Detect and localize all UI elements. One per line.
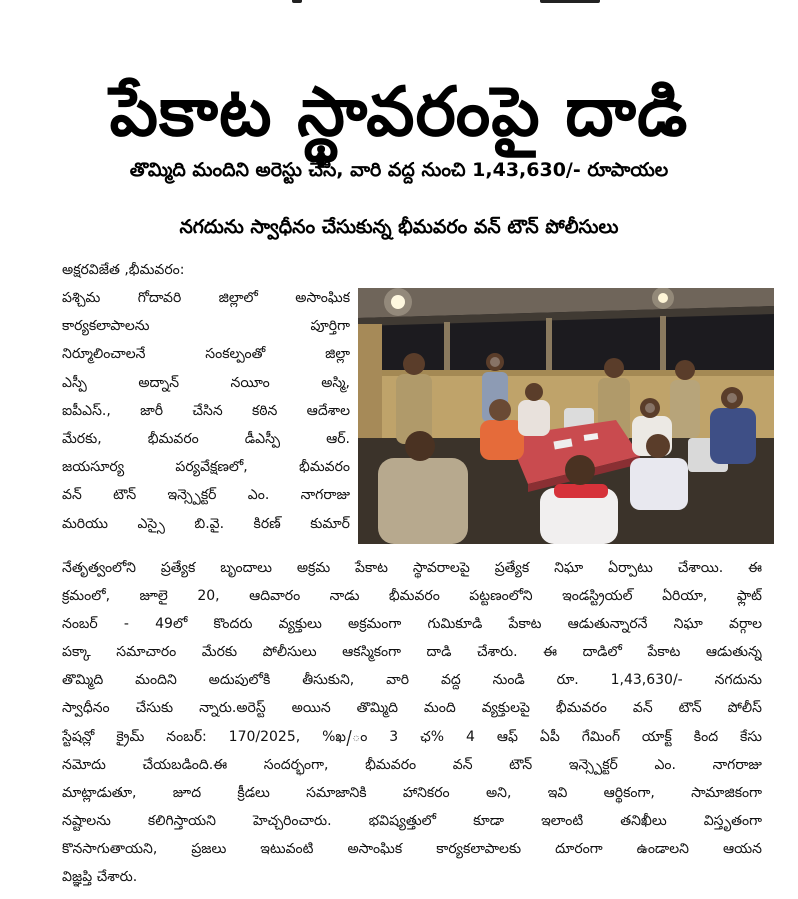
cropped-text-mark bbox=[540, 0, 600, 3]
body-line: వన్ టౌన్ ఇన్స్పెక్టర్ ఎం. నాగరాజు bbox=[62, 487, 350, 504]
article-body-full-width bbox=[62, 554, 762, 891]
raid-photo-illustration bbox=[358, 288, 774, 544]
body-line: ఐపీఎస్., జారీ చేసిన కఠిన ఆదేశాల bbox=[62, 402, 350, 419]
body-line: మాట్లాడుతూ, జూద క్రీడలు సమాజానికి హానికరం అని, ఇవి ఆర్థికంగా, సామాజికంగా bbox=[62, 784, 762, 801]
article-body-column bbox=[62, 284, 350, 538]
body-line: విజ్ఞప్తి చేశారు. bbox=[62, 869, 138, 886]
body-line: జయసూర్య పర్యవేక్షణలో, భీమవరం bbox=[62, 459, 350, 476]
body-line: మరియు ఎస్సై బి.వై. కిరణ్ కుమార్ bbox=[62, 515, 350, 532]
body-line: స్వాధీనం చేసుకు న్నారు.అరెస్ట్ అయిన తొమ్మిది మంది వ్యక్తులపై భీమవరం వన్ టౌన్ పోలీస్ bbox=[62, 700, 762, 717]
body-line: నమోదు చేయబడింది.ఈ సందర్భంగా, భీమవరం వన్ టౌన్ ఇన్స్పెక్టర్ ఎం. నాగరాజు bbox=[62, 756, 762, 773]
body-line: క్రమంలో, జూలై 20, ఆదివారం నాడు భీమవరం పట్టణంలోని ఇండస్ట్రియల్ ఏరియా, ఫ్లాట్ bbox=[62, 588, 762, 605]
body-line: పశ్చిమ గోదావరి జిల్లాలో అసాంఘిక bbox=[62, 290, 350, 306]
article-headline: పేకాట స్థావరంపై దాడి bbox=[109, 72, 689, 152]
body-line: నష్టాలను కలిగిస్తాయని హెచ్చరించారు. భవిష్యత్తులో కూడా ఇలాంటి తనిఖీలు విస్తృతంగా bbox=[62, 812, 762, 829]
body-line: పక్కా సమాచారం మేరకు పోలీసులు ఆకస్మికంగా దాడి చేశారు. ఈ దాడిలో పేకాట ఆడుతున్న bbox=[62, 644, 762, 661]
body-line: మేరకు, భీమవరం డీఎస్పీ ఆర్. bbox=[62, 431, 350, 448]
raid-photo bbox=[358, 288, 774, 544]
article-dateline: అక్షరవిజేత ,భీమవరం: bbox=[62, 262, 185, 278]
body-line: నంబర్ - 49లో కొందరు వ్యక్తులు అక్రమంగా గుమికూడి పేకాట ఆడుతున్నారనే నిఘా వర్గాల bbox=[62, 616, 762, 633]
body-line: నిర్మూలించాలనే సంకల్పంతో జిల్లా bbox=[62, 346, 350, 363]
top-edge-strip bbox=[0, 0, 798, 8]
body-line: ఎస్పీ అద్నాన్ నయీం అస్మి, bbox=[62, 374, 350, 391]
body-line: స్టేషన్లో క్రైమ్ నంబర్: 170/2025, %ఖ/ం 3 ఛ% 4 ఆఫ్ ఏపీ గేమింగ్ యాక్ట్ కింద కేసు bbox=[62, 728, 762, 745]
cropped-text-mark bbox=[292, 0, 302, 3]
article-subheadline-line-1: తొమ్మిది మందిని అరెస్టు చేసి, వారి వద్ద నుంచి 1,43,630/- రూపాయల bbox=[129, 159, 669, 181]
body-line: నేతృత్వంలోని ప్రత్యేక బృందాలు అక్రమ పేకాట స్థావరాలపై ప్రత్యేక నిఘా ఏర్పాటు చేశాయి. ఈ bbox=[62, 560, 762, 576]
body-line: కార్యకలాపాలను పూర్తిగా bbox=[62, 318, 350, 335]
body-line: కొనసాగుతాయని, ప్రజలు ఇటువంటి అసాంఘిక కార్యకలాపాలకు దూరంగా ఉండాలని ఆయన bbox=[62, 840, 762, 857]
article-subheadline-line-2: నగదును స్వాధీనం చేసుకున్న భీమవరం వన్ టౌన్ పోలీసులు bbox=[179, 216, 619, 238]
body-line: తొమ్మిది మందిని అదుపులోకి తీసుకుని, వారి వద్ద నుండి రూ. 1,43,630/- నగదును bbox=[62, 672, 762, 689]
